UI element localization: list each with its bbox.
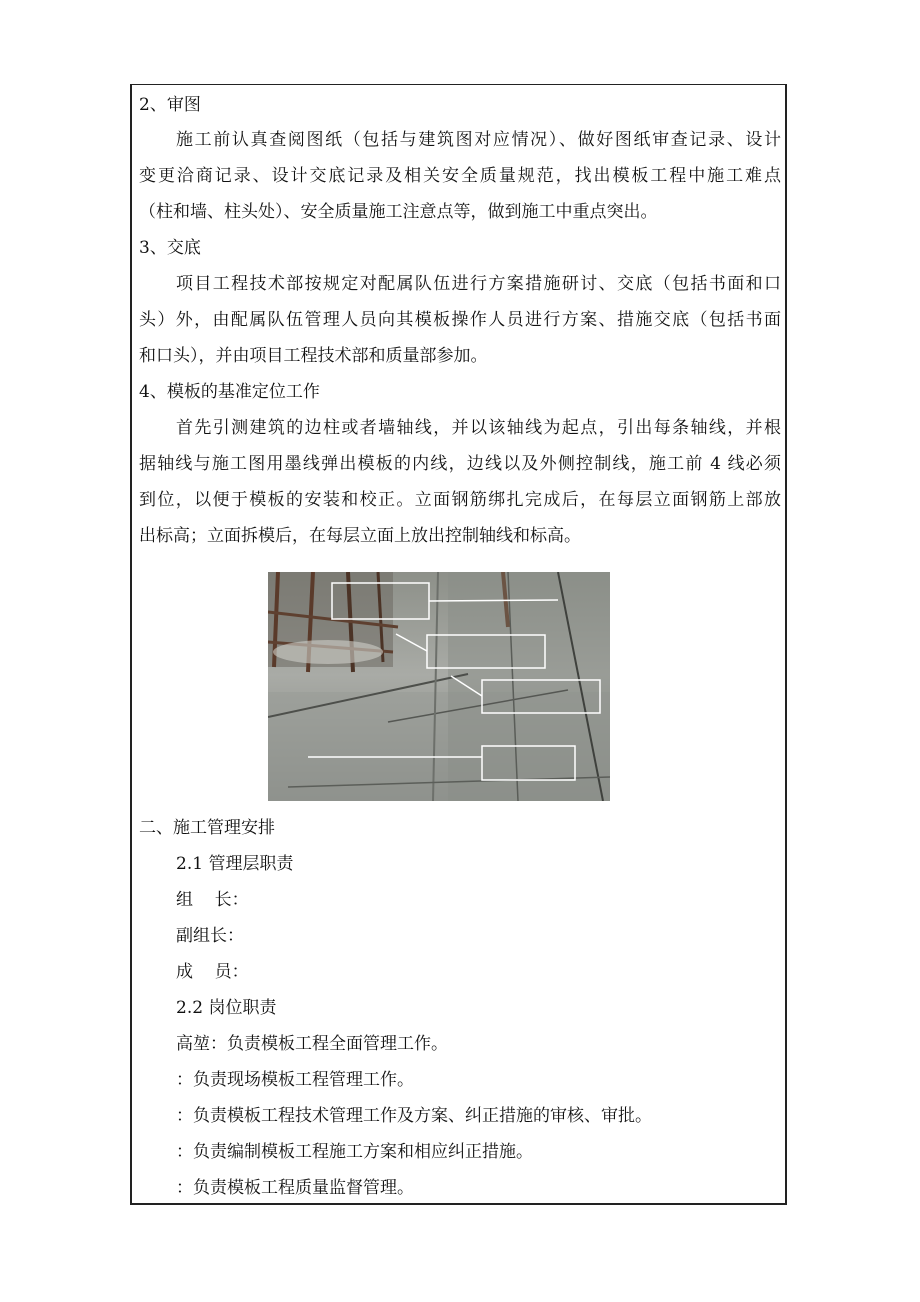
leader-field: 组 长： — [176, 890, 249, 910]
duty-line: ：负责编制模板工程施工方案和相应纠正措施。 — [176, 1142, 533, 1162]
section-heading-positioning: 4、模板的基准定位工作 — [139, 382, 320, 402]
paragraph-line: 头）外，由配属队伍管理人员向其模板操作人员进行方案、措施交底（包括书面 — [139, 310, 781, 330]
section-heading-management: 二、施工管理安排 — [139, 818, 275, 838]
section-heading-briefing: 3、交底 — [139, 238, 201, 258]
deputy-leader-field: 副组长： — [176, 926, 244, 946]
paragraph-line: 出标高；立面拆模后，在每层立面上放出控制轴线和标高。 — [139, 526, 581, 546]
construction-site-photo — [268, 572, 610, 801]
subheading-responsibilities: 2.1 管理层职责 — [176, 854, 294, 874]
paragraph-line: 据轴线与施工图用墨线弹出模板的内线，边线以及外侧控制线，施工前 4 线必须 — [139, 454, 781, 474]
paragraph-line: 到位，以便于模板的安装和校正。立面钢筋绑扎完成后，在每层立面钢筋上部放 — [139, 490, 781, 510]
paragraph-line: 和口头），并由项目工程技术部和质量部参加。 — [139, 346, 488, 366]
paragraph-line: 项目工程技术部按规定对配属队伍进行方案措施研讨、交底（包括书面和口 — [176, 274, 781, 294]
paragraph-line: 施工前认真查阅图纸（包括与建筑图对应情况）、做好图纸审查记录、设计 — [176, 130, 781, 150]
paragraph-line: （柱和墙、柱头处）、安全质量施工注意点等，做到施工中重点突出。 — [139, 202, 658, 222]
duty-line: ：负责模板工程技术管理工作及方案、纠正措施的审核、审批。 — [176, 1106, 652, 1126]
duty-line: ：负责模板工程质量监督管理。 — [176, 1178, 414, 1198]
duty-line: ：负责现场模板工程管理工作。 — [176, 1070, 414, 1090]
duty-line: 高堃：负责模板工程全面管理工作。 — [176, 1034, 448, 1054]
paragraph-line: 变更洽商记录、设计交底记录及相关安全质量规范，找出模板工程中施工难点 — [139, 166, 781, 186]
section-heading-review: 2、审图 — [139, 95, 201, 115]
paragraph-line: 首先引测建筑的边柱或者墙轴线，并以该轴线为起点，引出每条轴线，并根 — [176, 418, 781, 438]
subheading-post-duties: 2.2 岗位职责 — [176, 998, 277, 1018]
members-field: 成 员： — [176, 962, 249, 982]
